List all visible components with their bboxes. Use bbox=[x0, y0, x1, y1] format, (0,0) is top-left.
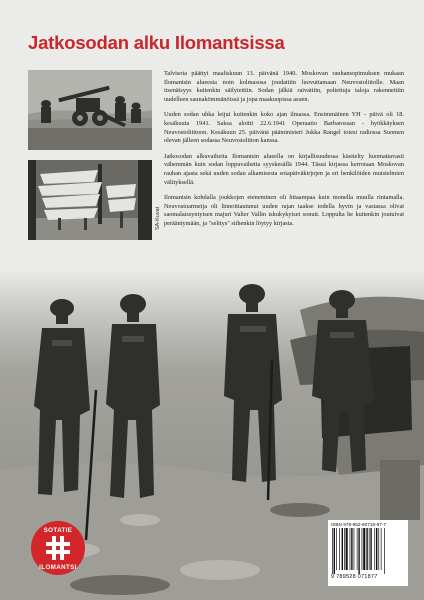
barcode-bars bbox=[331, 528, 405, 574]
barcode-bar bbox=[366, 528, 367, 570]
barcode-bar bbox=[339, 528, 340, 570]
barcode-bar bbox=[370, 528, 371, 570]
barcode-bar bbox=[354, 528, 355, 570]
paragraph: Uuden sodan uhka leijui kuitenkin koko ajan ilmassa. Ensimmäinen YH - päivä oli 18. kesäkuuta 1941. Saksa aloitti 22.6.1941 Operaatio Barbarossan - hyökkäyksen Neuvostoliittoon. Kesäkuun 25. päivänä pääministeri Jukka Rangel totesi radiossa Suomen olevan jälleen sodassa Neuvostoliiton kanssa. bbox=[164, 111, 404, 145]
logo-word-bottom: ILOMANTSI bbox=[39, 564, 77, 571]
barcode-bar bbox=[357, 528, 358, 570]
barcode-bar bbox=[381, 528, 382, 570]
photo-credit: SA-Kuvat bbox=[155, 206, 161, 230]
barcode-bar bbox=[342, 528, 343, 570]
barcode-bar bbox=[369, 528, 370, 570]
paragraph: Talvisota päättyi maaliskuun 13. päivänä 1940. Moskovan rauhansopimuksen mukaan Ilomantsin alueesta noin kolmasosa joudattiin luovuttamaan Neuvostoliitolle. Maan itsenäisyys kuitenkin säilytettiin. Sodan jälkiä raivattiin, poltettuja taloja rakennettiin uudelleen saunakömmänöissä ja jopa maakuopissa asuen. bbox=[164, 70, 404, 103]
barcode-bar bbox=[378, 528, 379, 570]
artillery-photo bbox=[28, 70, 152, 150]
barcode-bar bbox=[346, 528, 348, 570]
barcode-bar bbox=[362, 528, 363, 570]
barcode-bar bbox=[363, 528, 365, 570]
page-title: Jatkosodan alku Ilomantsissa bbox=[28, 32, 285, 53]
isbn-label: ISBN 978-952-80718-87-7 bbox=[331, 522, 386, 527]
barcode-bar bbox=[350, 528, 351, 570]
barcode-bar bbox=[332, 528, 333, 574]
body-text bbox=[164, 70, 404, 236]
logo-word-top: SOTATIE bbox=[43, 527, 73, 534]
isbn-barcode bbox=[328, 520, 408, 586]
paragraph: Ilomantsin kohdalla joukkojen eteneminen oli hitaampaa kuin monella muulla rintamalla. Neuvostoarmeija oli linnoittautunut uuden rajan taakse todella hyvin ja vastassa olivat saomalaissyntyisen majuri Valter Vallin iskukykyiset sonutt. Loppulta he kuitenkin joutuivat perääntymään, ja "selitys" siihenkin löytyy kirjasta. bbox=[164, 194, 404, 227]
sotatie-logo bbox=[30, 520, 86, 576]
barcode-bar bbox=[334, 528, 335, 574]
isbn-digits: 9 789528 071877 bbox=[331, 574, 378, 580]
barcode-bar bbox=[384, 528, 385, 574]
boats-photo bbox=[28, 160, 152, 240]
barcode-bar bbox=[336, 528, 337, 570]
barcode-bar bbox=[358, 528, 359, 574]
barcode-bar bbox=[344, 528, 345, 570]
barcode-bar bbox=[351, 528, 352, 570]
paragraph: Jatkosodan alkuvaiheita Ilomantsin alueella on kirjallisuudessa käsitelty huomattavasti vähemmän kuin sodan loppuvaihetta syyskesällä 1944. Tässä kirjassa kerrotaan Moskovan rauhan ajasta sekä uuden sodan alkamisesta sotapäiväkirjojen ja eri henkilöiden muistelmien välityksellä. bbox=[164, 152, 404, 186]
barcode-bar bbox=[374, 528, 375, 570]
barcode-bar bbox=[376, 528, 377, 570]
